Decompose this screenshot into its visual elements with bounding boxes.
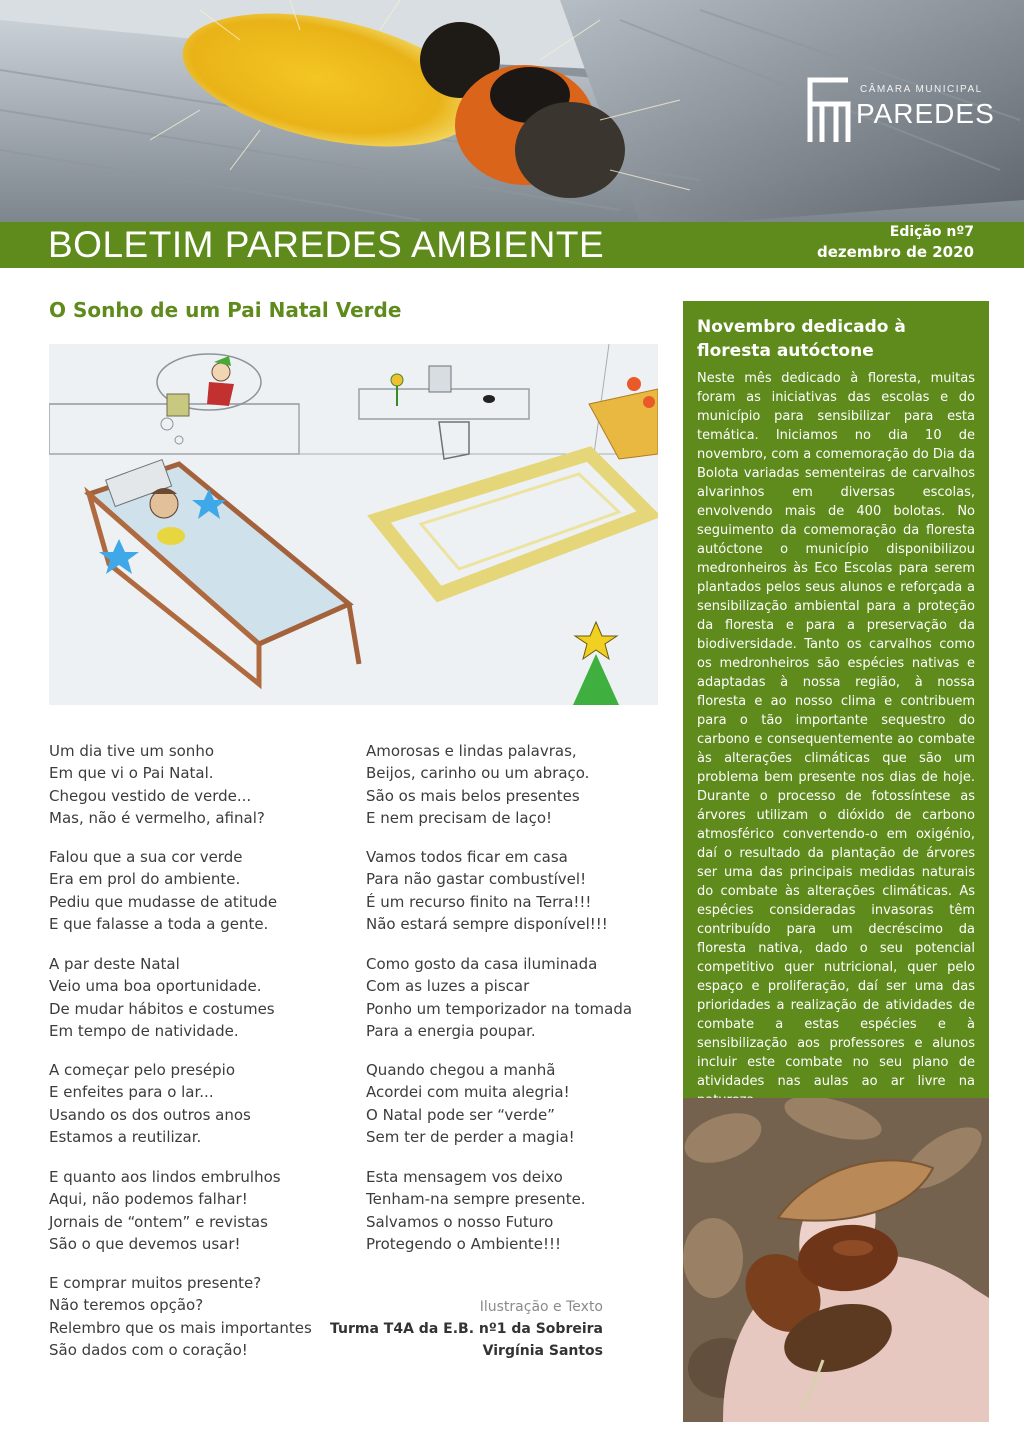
- poem-line: São dados com o coração!: [49, 1340, 248, 1359]
- poem-stanza: [366, 846, 608, 935]
- poem-line: Protegendo o Ambiente!!!: [366, 1234, 562, 1253]
- poem-title: O Sonho de um Pai Natal Verde: [49, 298, 402, 322]
- poem-line: E enfeites para o lar...: [49, 1083, 214, 1102]
- poem-stanza: [49, 846, 277, 935]
- poem-line: Aqui, não podemos falhar!: [49, 1190, 248, 1209]
- poem-line: Para não gastar combustível!: [366, 870, 587, 889]
- poem-line: E comprar muitos presente?: [49, 1274, 262, 1292]
- poem-stanza: [49, 1272, 312, 1361]
- logo-subtitle: CÂMARA MUNICIPAL: [860, 84, 983, 95]
- poem-line: Não estará sempre disponível!!!: [366, 914, 608, 933]
- poem-line: Tenham-na sempre presente.: [366, 1190, 586, 1209]
- poem-line: A par deste Natal: [49, 955, 180, 973]
- poem-line: A começar pelo presépio: [49, 1061, 236, 1079]
- poem-line: Esta mensagem vos deixo: [366, 1168, 563, 1186]
- poem-line: Acordei com muita alegria!: [366, 1083, 570, 1102]
- edition-number: Edição nº7: [889, 224, 974, 240]
- poem-stanza: [49, 953, 275, 1042]
- bedroom-drawing: [49, 344, 658, 705]
- poem-line: Salvamos o nosso Futuro: [366, 1212, 554, 1231]
- poem-line: Com as luzes a piscar: [366, 977, 530, 996]
- poem-line: Chegou vestido de verde...: [49, 786, 252, 805]
- poem-line: Era em prol do ambiente.: [49, 870, 241, 889]
- poem-line: Usando os dos outros anos: [49, 1105, 251, 1124]
- municipal-logo-mark-icon: [804, 74, 854, 144]
- poem-line: Vamos todos ficar em casa: [366, 848, 568, 866]
- poem-line: Beijos, carinho ou um abraço.: [366, 764, 590, 783]
- poem-line: O Natal pode ser “verde”: [366, 1105, 555, 1124]
- poem-line: E quanto aos lindos embrulhos: [49, 1168, 281, 1186]
- sidebar-article-title: Novembro dedicado à floresta autóctone: [697, 317, 906, 361]
- poem-line: Em que vi o Pai Natal.: [49, 764, 214, 783]
- poem-stanza: [366, 1166, 586, 1255]
- poem-stanza: [366, 1059, 575, 1148]
- hand-holding-acorns-photo: [683, 1098, 989, 1422]
- poem-line: E nem precisam de laço!: [366, 808, 553, 827]
- poem-line: Para a energia poupar.: [366, 1021, 536, 1040]
- poem-stanza: [49, 1059, 251, 1148]
- acorns-photo: [683, 1098, 989, 1422]
- poem-stanza: [49, 1166, 281, 1255]
- poem-line: Pediu que mudasse de atitude: [49, 892, 278, 911]
- poem-line: E que falasse a toda a gente.: [49, 914, 269, 933]
- sidebar-article: [683, 301, 989, 1098]
- poem-line: Relembro que os mais importantes: [49, 1318, 312, 1337]
- poem-line: São o que devemos usar!: [49, 1234, 241, 1253]
- poem-stanza: [49, 740, 265, 829]
- poem-line: Um dia tive um sonho: [49, 742, 214, 760]
- poem-line: De mudar hábitos e costumes: [49, 999, 275, 1018]
- poem-stanza: [366, 740, 589, 829]
- bulletin-title: BOLETIM PAREDES AMBIENTE: [48, 224, 605, 265]
- credits-class: Turma T4A da E.B. nº1 da Sobreira: [330, 1321, 603, 1337]
- poem-line: Como gosto da casa iluminada: [366, 955, 598, 973]
- poem-line: Não teremos opção?: [49, 1296, 204, 1315]
- poem-line: Veio uma boa oportunidade.: [49, 977, 262, 996]
- edition-date: dezembro de 2020: [817, 243, 974, 261]
- credits-teacher: Virgínia Santos: [482, 1343, 603, 1359]
- poem-line: Mas, não é vermelho, afinal?: [49, 808, 265, 827]
- poem-line: Estamos a reutilizar.: [49, 1127, 202, 1146]
- poem-line: Amorosas e lindas palavras,: [366, 742, 577, 760]
- poem-stanza: [366, 953, 632, 1042]
- edition-info: [817, 222, 974, 262]
- poem-line: Quando chegou a manhã: [366, 1061, 556, 1079]
- camara-municipal-logo: [804, 72, 995, 152]
- poem-line: Ponho um temporizador na tomada: [366, 999, 633, 1018]
- title-bar: [0, 222, 1024, 268]
- poem-line: É um recurso finito na Terra!!!: [366, 892, 592, 911]
- poem-line: Sem ter de perder a magia!: [366, 1127, 575, 1146]
- poem-line: São os mais belos presentes: [366, 786, 580, 805]
- sidebar-article-body: Neste mês dedicado à floresta, muitas foram as iniciativas das escolas e do município para sensibilizar para esta temática. Iniciamos no dia 10 de novembro, com a comemoração do Dia da Bolota variadas sementeiras de carvalhos alvarinhos em diversas escolas, envolvendo mais de 400 bolotas. No seguimento da comemoração da floresta autóctone o município disponibilizou medronheiros às Eco Escolas para serem plantados pelos seus alunos e reforçada a sensibilização ambiental para a proteção da floresta e para a preservação da biodiversidade. Tanto os carvalhos como os medronheiros são espécies nativas e adaptadas à nossa região, à nossa floresta e ao nosso clima e contribuem para o tão importante sequestro do carbono e consequentemente ao combate às alterações climáticas que são um problema bem presente nos dias de hoje. Durante o processo de fotossíntese as árvores utilizam o dióxido de carbono atmosférico convertendo-o em oxigénio, daí o resultado da plantação de árvores ser uma das principais medidas naturais do combate às alterações climáticas. As espécies consideradas invasoras têm contribuído para um decréscimo da floresta nativa, dado o seu potencial competitivo quer nutricional, quer pelo espaço e proliferação, daí ser uma das prioridades a realização de atividades de combate a estas espécies e à sensibilização aos professores e alunos incluir este combate no seu plano de atividades nas aulas ao ar livre na: [697, 371, 975, 1089]
- header-photo-caterpillar: [0, 0, 1024, 222]
- poem-credits: [330, 1296, 603, 1362]
- poem-line: Falou que a sua cor verde: [49, 848, 243, 866]
- poem-line: Em tempo de natividade.: [49, 1021, 239, 1040]
- logo-title: PAREDES: [856, 98, 995, 129]
- child-drawing-illustration: [49, 344, 658, 705]
- poem-line: Jornais de “ontem” e revistas: [49, 1212, 268, 1231]
- credits-label: Ilustração e Texto: [479, 1299, 603, 1315]
